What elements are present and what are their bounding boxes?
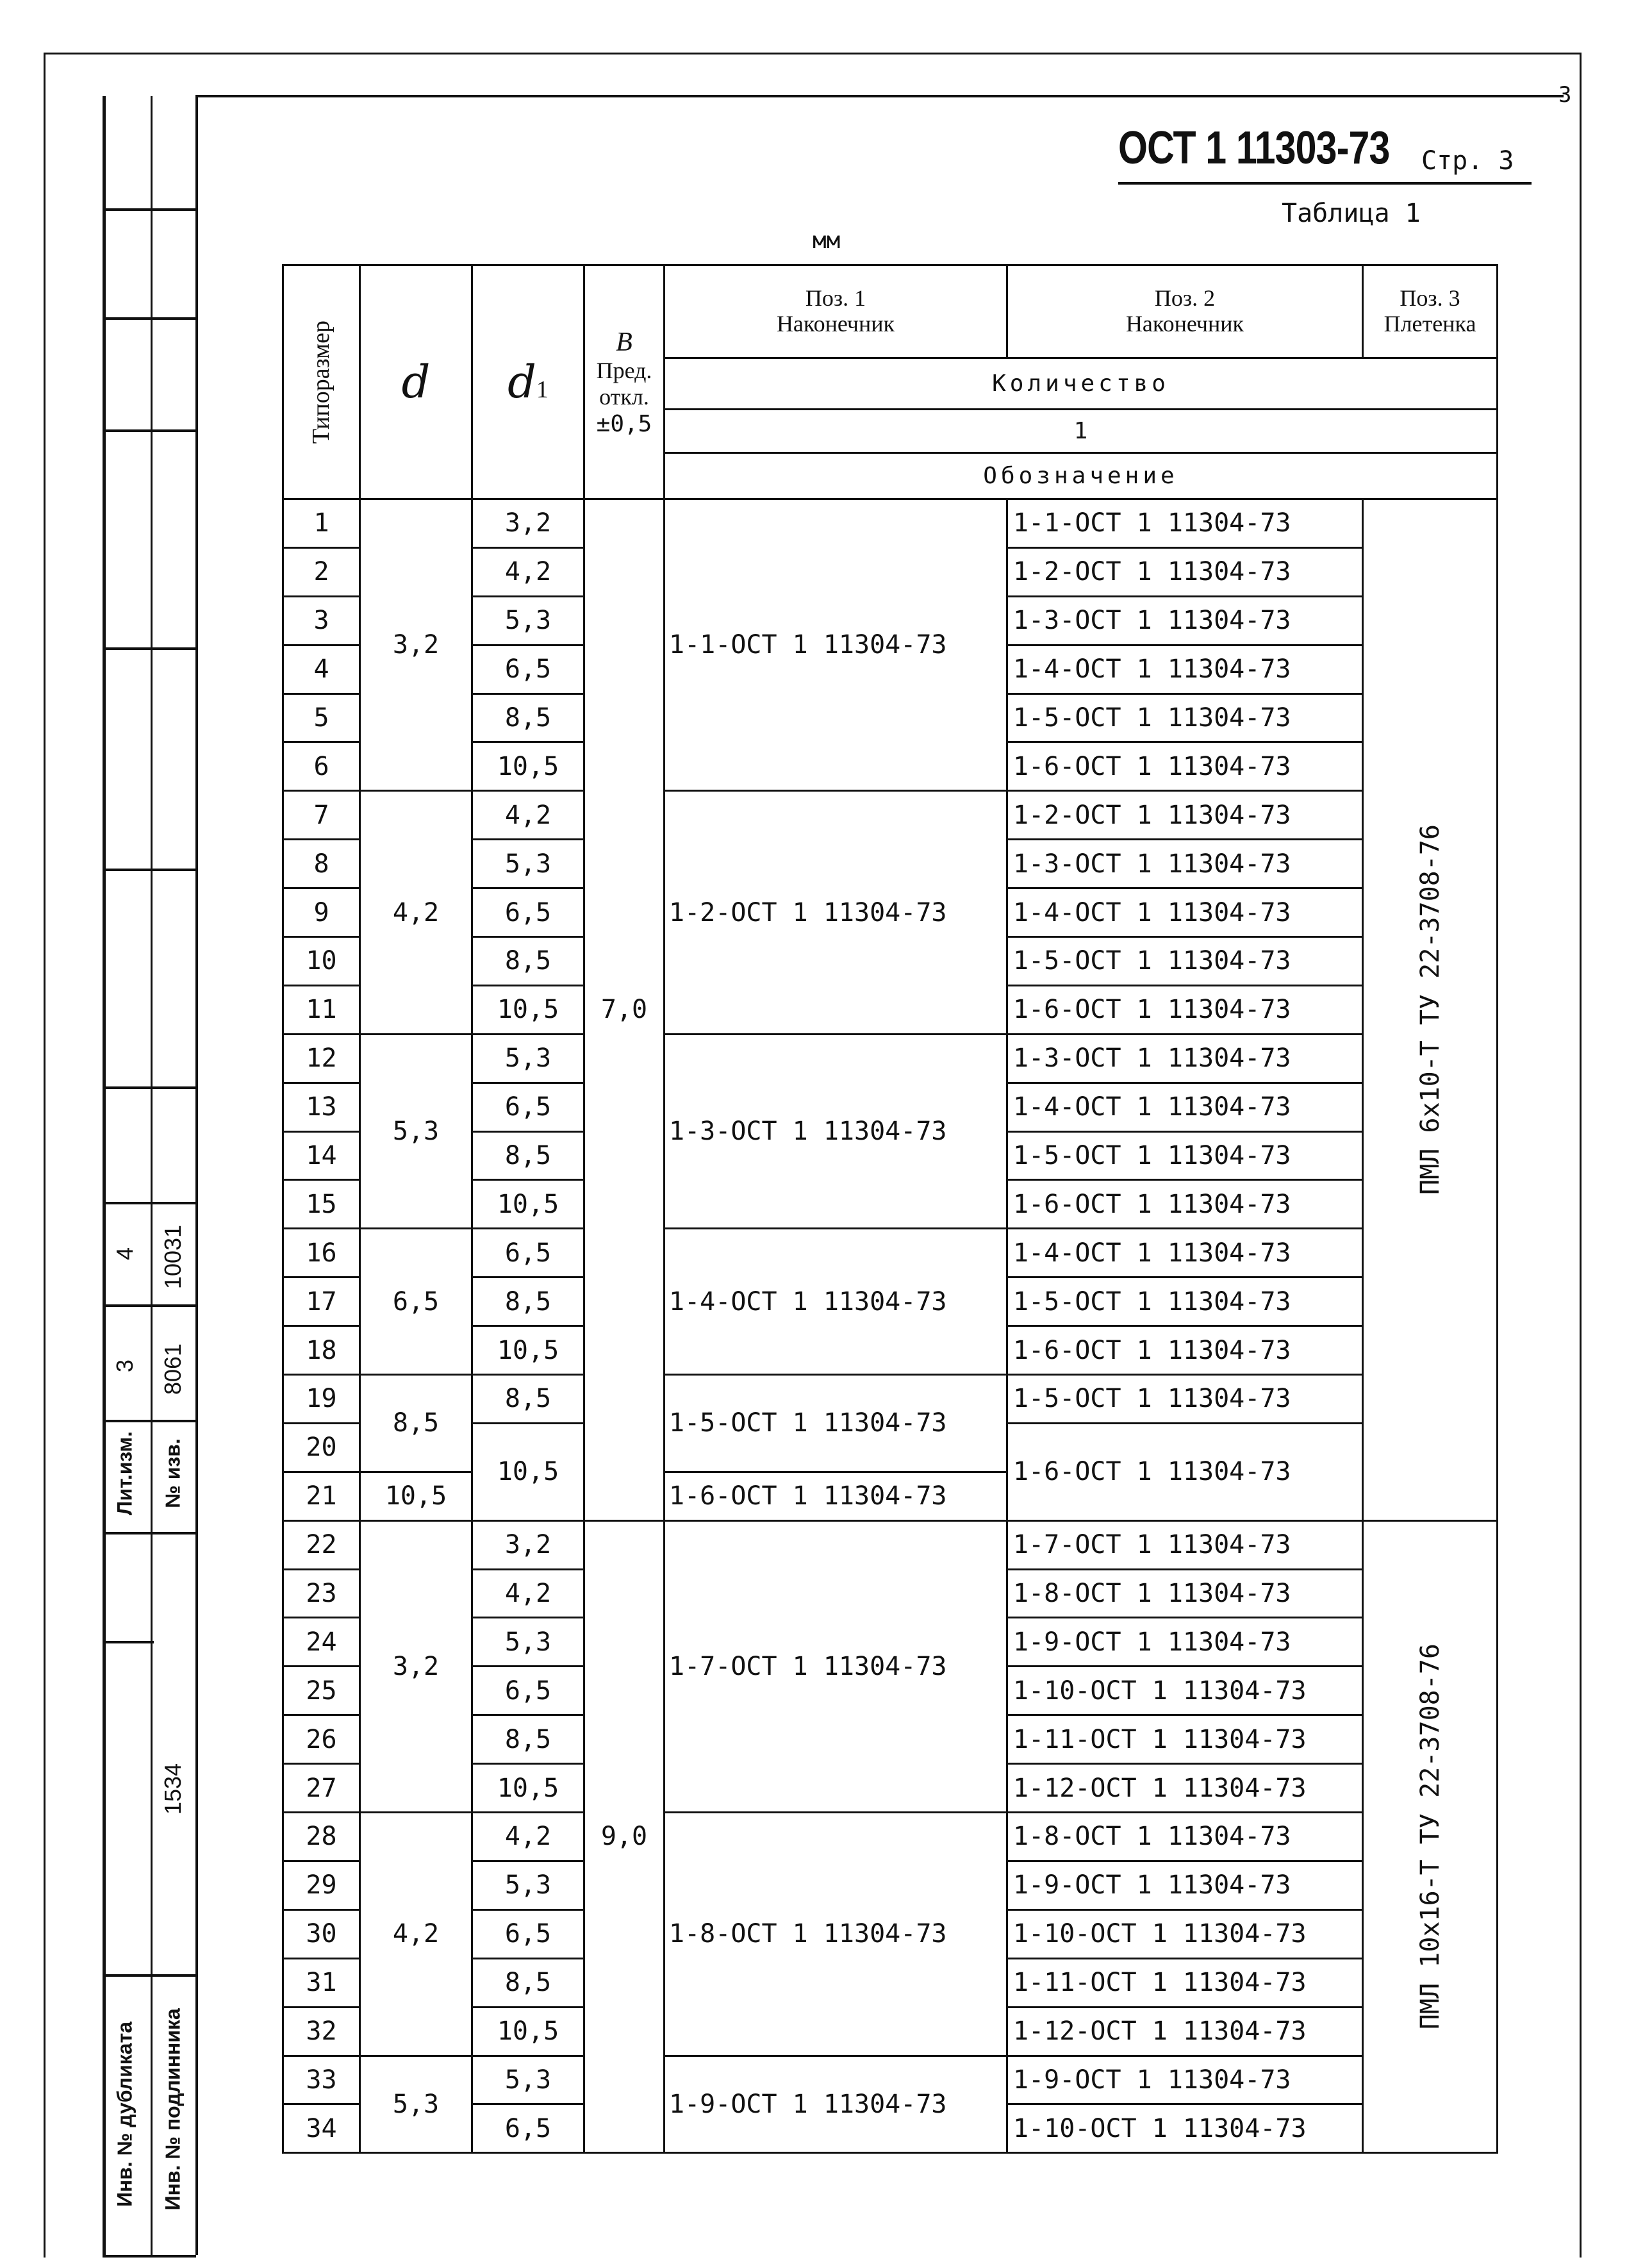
pos1-group: 1-8-ОСТ 1 11304-73 [665,1813,1007,2056]
b-group: 9,0 [584,1520,665,2153]
d1-cell: 5,3 [472,1861,584,1909]
row-number: 2 [283,547,360,596]
stamp-line [103,317,196,320]
header-pos3-name: Плетенка [1384,311,1476,337]
d1-cell: 4,2 [472,791,584,840]
row-number: 7 [283,791,360,840]
stamp-column-a [103,96,153,2256]
row-number: 26 [283,1715,360,1764]
pos2-cell: 1-4-ОСТ 1 11304-73 [1007,1083,1363,1131]
header-quantity: Количество [665,358,1498,410]
row-number: 33 [283,2056,360,2104]
header-d1 [472,265,584,499]
pos2-cell: 1-9-ОСТ 1 11304-73 [1007,2056,1363,2104]
d1-cell: 6,5 [472,1667,584,1715]
header-d-symbol: d [401,355,431,408]
header-typesize [283,265,360,499]
pos2-cell: 1-1-ОСТ 1 11304-73 [1007,499,1363,548]
row-number: 21 [283,1472,360,1520]
pos2-cell: 1-9-ОСТ 1 11304-73 [1007,1618,1363,1667]
pos1-group: 1-4-ОСТ 1 11304-73 [665,1229,1007,1375]
row-number: 17 [283,1277,360,1326]
d1-cell: 6,5 [472,1083,584,1131]
stamp-line [103,2255,196,2258]
row-number: 9 [283,888,360,937]
header-designation: Обозначение [665,453,1498,499]
header-pos1-name: Наконечник [776,311,895,337]
d1-cell: 6,5 [472,1229,584,1277]
d1-cell: 8,5 [472,1131,584,1180]
header-d1-symbol: d [508,355,536,408]
stamp-line [103,647,196,650]
pos2-cell: 1-11-ОСТ 1 11304-73 [1007,1958,1363,2007]
row-number: 24 [283,1618,360,1667]
header-b [584,265,665,499]
d1-cell: 8,5 [472,937,584,986]
d1-cell: 10,5 [472,1764,584,1813]
d1-cell: 6,5 [472,888,584,937]
pos2-cell: 1-6-ОСТ 1 11304-73 [1007,985,1363,1034]
stamp-lit-value-3: 3 [112,1359,138,1373]
header-pos2-name: Наконечник [1125,311,1244,337]
row-number: 6 [283,742,360,791]
pos2-cell: 1-12-ОСТ 1 11304-73 [1007,1764,1363,1813]
pos2-cell: 1-3-ОСТ 1 11304-73 [1007,840,1363,888]
d1-cell: 3,2 [472,1520,584,1569]
page-label: Стр. 3 [1421,146,1514,176]
header-b-note-2: откл. [599,384,649,410]
pos2-cell: 1-8-ОСТ 1 11304-73 [1007,1569,1363,1618]
d1-cell: 8,5 [472,694,584,742]
row-number: 32 [283,2007,360,2056]
row-number: 29 [283,1861,360,1909]
stamp-izv-value-8061: 8061 [160,1343,186,1395]
stamp-line [103,1202,196,1204]
header-b-note-1: Пред. [596,358,652,384]
pos3-group [1363,1520,1498,2153]
stamp-line [103,1974,196,1977]
row-number: 31 [283,1958,360,2007]
pos2-cell: 1-4-ОСТ 1 11304-73 [1007,888,1363,937]
d1-cell: 8,5 [472,1715,584,1764]
d1-cell: 10,5 [472,985,584,1034]
stamp-inv-orig-label: Инв. № подлинника [161,2008,185,2211]
b-group: 7,0 [584,499,665,1521]
d1-cell: 10,5 [472,1423,584,1520]
d1-cell: 5,3 [472,1618,584,1667]
pos1-group: 1-3-ОСТ 1 11304-73 [665,1034,1007,1229]
pos2-cell: 1-5-ОСТ 1 11304-73 [1007,1277,1363,1326]
stamp-izv-value-10031: 10031 [160,1224,186,1290]
d1-cell: 8,5 [472,1958,584,2007]
pos2-cell: 1-7-ОСТ 1 11304-73 [1007,1520,1363,1569]
row-number: 19 [283,1375,360,1424]
stamp-inv-dup-label: Инв. № дубликата [113,2021,136,2208]
stamp-line [103,1641,154,1643]
header-d1-subscript: 1 [536,376,549,403]
row-number: 8 [283,840,360,888]
row-number: 34 [283,2104,360,2153]
d1-cell: 6,5 [472,645,584,694]
pos1-group: 1-5-ОСТ 1 11304-73 [665,1375,1007,1472]
header-pos3-title: Поз. 3 [1400,285,1460,312]
d1-cell: 10,5 [472,742,584,791]
pos1-group: 1-1-ОСТ 1 11304-73 [665,499,1007,791]
row-number: 1 [283,499,360,548]
d1-cell: 10,5 [472,1326,584,1375]
header-pos1-title: Поз. 1 [805,285,866,312]
row-number: 3 [283,596,360,645]
d1-cell: 6,5 [472,1909,584,1958]
pos2-cell: 1-2-ОСТ 1 11304-73 [1007,547,1363,596]
stamp-line [103,208,196,211]
d1-cell: 5,3 [472,2056,584,2104]
pos3-group [1363,499,1498,1521]
stamp-line [103,1532,196,1534]
pos2-cell: 1-2-ОСТ 1 11304-73 [1007,791,1363,840]
d-group: 3,2 [360,1520,472,1812]
row-number: 27 [283,1764,360,1813]
pos2-cell: 1-5-ОСТ 1 11304-73 [1007,1131,1363,1180]
d-group: 6,5 [360,1229,472,1375]
row-number: 22 [283,1520,360,1569]
pos3-group-text: ПМЛ 10х16-Т ТУ 22-3708-76 [1415,1643,1445,2030]
header-quantity-value: 1 [665,410,1498,453]
header-underline [1118,182,1532,185]
row-number: 23 [283,1569,360,1618]
d1-cell: 10,5 [472,2007,584,2056]
row-number: 4 [283,645,360,694]
d1-cell: 4,2 [472,1569,584,1618]
pos2-cell: 1-11-ОСТ 1 11304-73 [1007,1715,1363,1764]
d1-cell: 8,5 [472,1277,584,1326]
pos2-cell: 1-4-ОСТ 1 11304-73 [1007,1229,1363,1277]
pos2-cell: 1-6-ОСТ 1 11304-73 [1007,742,1363,791]
row-number: 28 [283,1813,360,1861]
d1-cell: 8,5 [472,1375,584,1424]
pos2-cell: 1-12-ОСТ 1 11304-73 [1007,2007,1363,2056]
pos2-cell: 1-5-ОСТ 1 11304-73 [1007,937,1363,986]
pos2-cell: 1-5-ОСТ 1 11304-73 [1007,1375,1363,1424]
unit-label: мм [813,228,841,254]
header-b-symbol: B [616,327,632,357]
pos2-cell: 1-10-ОСТ 1 11304-73 [1007,2104,1363,2153]
row-number: 18 [283,1326,360,1375]
stamp-no-izv-label: № изв. [161,1438,185,1508]
d1-cell: 4,2 [472,547,584,596]
d1-cell: 3,2 [472,499,584,548]
row-number: 16 [283,1229,360,1277]
pos2-cell: 1-9-ОСТ 1 11304-73 [1007,1861,1363,1909]
stamp-line [103,1304,196,1307]
d1-cell: 5,3 [472,840,584,888]
pos2-cell: 1-10-ОСТ 1 11304-73 [1007,1909,1363,1958]
row-number: 13 [283,1083,360,1131]
row-number: 15 [283,1180,360,1229]
stamp-line [103,869,196,871]
d-group: 10,5 [360,1472,472,1520]
header-typesize-text: Типоразмер [307,320,335,444]
stamp-column-b [151,96,195,2256]
pos1-group: 1-7-ОСТ 1 11304-73 [665,1520,1007,1812]
pos1-group: 1-6-ОСТ 1 11304-73 [665,1472,1007,1520]
stamp-line [103,429,196,432]
header-d [360,265,472,499]
header-pos2-title: Поз. 2 [1154,285,1216,312]
row-number: 30 [283,1909,360,1958]
pos2-cell: 1-3-ОСТ 1 11304-73 [1007,596,1363,645]
pos1-group: 1-2-ОСТ 1 11304-73 [665,791,1007,1034]
pos2-cell: 1-4-ОСТ 1 11304-73 [1007,645,1363,694]
side-stamp [103,96,196,2256]
d-group: 8,5 [360,1375,472,1472]
pos2-cell: 1-10-ОСТ 1 11304-73 [1007,1667,1363,1715]
top-rule [195,95,1564,97]
stamp-lit-izm-label: Лит.изм. [113,1431,136,1516]
d1-cell: 4,2 [472,1813,584,1861]
row-number: 10 [283,937,360,986]
pos2-cell: 1-3-ОСТ 1 11304-73 [1007,1034,1363,1083]
d-group: 4,2 [360,791,472,1034]
table-title: Таблица 1 [1282,199,1421,228]
pos2-cell: 1-8-ОСТ 1 11304-73 [1007,1813,1363,1861]
d-group: 3,2 [360,499,472,791]
pos2-cell: 1-6-ОСТ 1 11304-73 [1007,1326,1363,1375]
d-group: 5,3 [360,1034,472,1229]
pos2-cell: 1-6-ОСТ 1 11304-73 [1007,1423,1363,1520]
d-group: 5,3 [360,2056,472,2153]
stamp-lit-value-4: 4 [112,1247,138,1261]
d1-cell: 5,3 [472,1034,584,1083]
row-number: 20 [283,1423,360,1472]
pos2-cell: 1-6-ОСТ 1 11304-73 [1007,1180,1363,1229]
row-number: 5 [283,694,360,742]
header-pos2 [1007,265,1363,358]
d1-cell: 5,3 [472,596,584,645]
stamp-line [103,1086,196,1089]
row-number: 25 [283,1667,360,1715]
spec-table [282,264,1498,2154]
corner-page-number: 3 [1558,82,1572,108]
document-code: ОСТ 1 11303-73 [1118,122,1390,174]
pos2-cell: 1-5-ОСТ 1 11304-73 [1007,694,1363,742]
header-b-note-3: ±0,5 [596,410,652,437]
d-group: 4,2 [360,1813,472,2056]
header-pos3 [1363,265,1498,358]
pos1-group: 1-9-ОСТ 1 11304-73 [665,2056,1007,2153]
row-number: 12 [283,1034,360,1083]
stamp-inv-orig-value: 1534 [160,1763,186,1815]
pos3-group-text: ПМЛ 6х10-Т ТУ 22-3708-76 [1415,824,1445,1195]
header-pos1 [665,265,1007,358]
d1-cell: 6,5 [472,2104,584,2153]
d1-cell: 10,5 [472,1180,584,1229]
row-number: 14 [283,1131,360,1180]
row-number: 11 [283,985,360,1034]
